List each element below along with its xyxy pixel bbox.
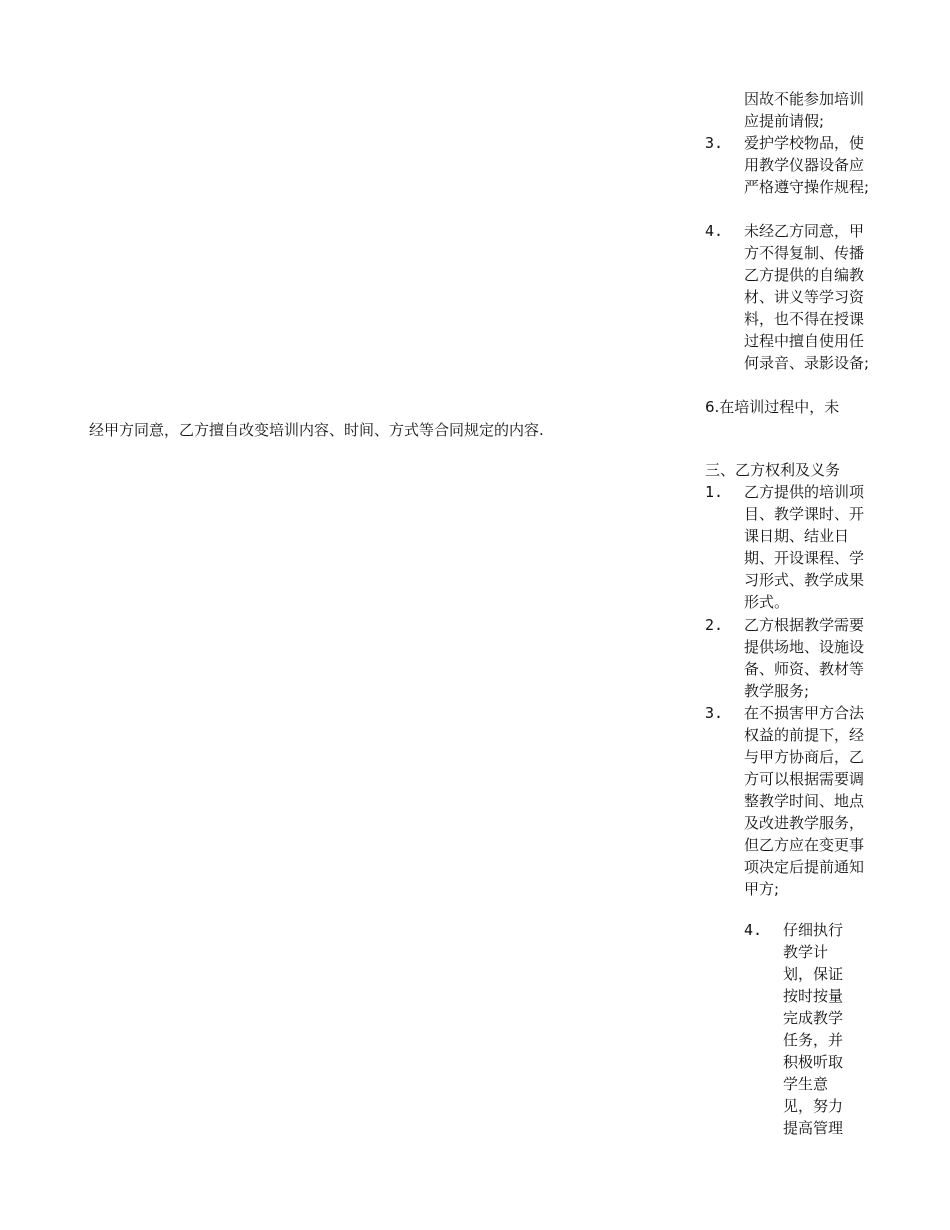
list-item-number: 4. xyxy=(744,921,763,939)
list-item-6: 6.在培训过程中，未 xyxy=(705,398,840,416)
list-item xyxy=(705,614,875,704)
body-line: 经甲方同意，乙方擅自改变培训内容、时间、方式等合同规定的内容. xyxy=(89,421,544,439)
list-item-number: 4. xyxy=(705,222,724,240)
list-item xyxy=(705,132,875,222)
list-item-number: 3. xyxy=(705,704,724,722)
list-item xyxy=(705,481,875,613)
list-item-text: 爱护学校物品，使用教学仪器设备应严格遵守操作规程; xyxy=(744,134,870,196)
section-heading: 三、乙方权利及义务 xyxy=(705,461,841,479)
list-item-text: 乙方根据教学需要提供场地、设施设备、师资、教材等教学服务; xyxy=(744,616,865,700)
list-item xyxy=(705,220,875,400)
list-item xyxy=(705,702,875,902)
list-item-text: 仔细执行教学计划，保证按时按量完成教学任务，并积极听取学生意见，努力提高管理 xyxy=(783,921,844,1137)
list-item-number: 1. xyxy=(705,483,724,501)
list-item-number: 3. xyxy=(705,134,724,152)
list-item-number: 2. xyxy=(705,616,724,634)
list-item xyxy=(744,919,874,1137)
list-item-text: 乙方提供的培训项目、教学课时、开课日期、结业日期、开设课程、学习形式、教学成果形式。 xyxy=(744,483,865,611)
list-item-text: 未经乙方同意，甲方不得复制、传播乙方提供的自编教材、讲义等学习资料，也不得在授课过程中擅自使用任何录音、录影设备; xyxy=(744,222,870,372)
continued-text: 因故不能参加培训应提前请假; xyxy=(744,90,865,130)
list-item-text: 在不损害甲方合法权益的前提下，经与甲方协商后，乙方可以根据需要调整教学时间、地点及改进教学服务，但乙方应在变更事项决定后提前通知甲方; xyxy=(744,704,865,898)
